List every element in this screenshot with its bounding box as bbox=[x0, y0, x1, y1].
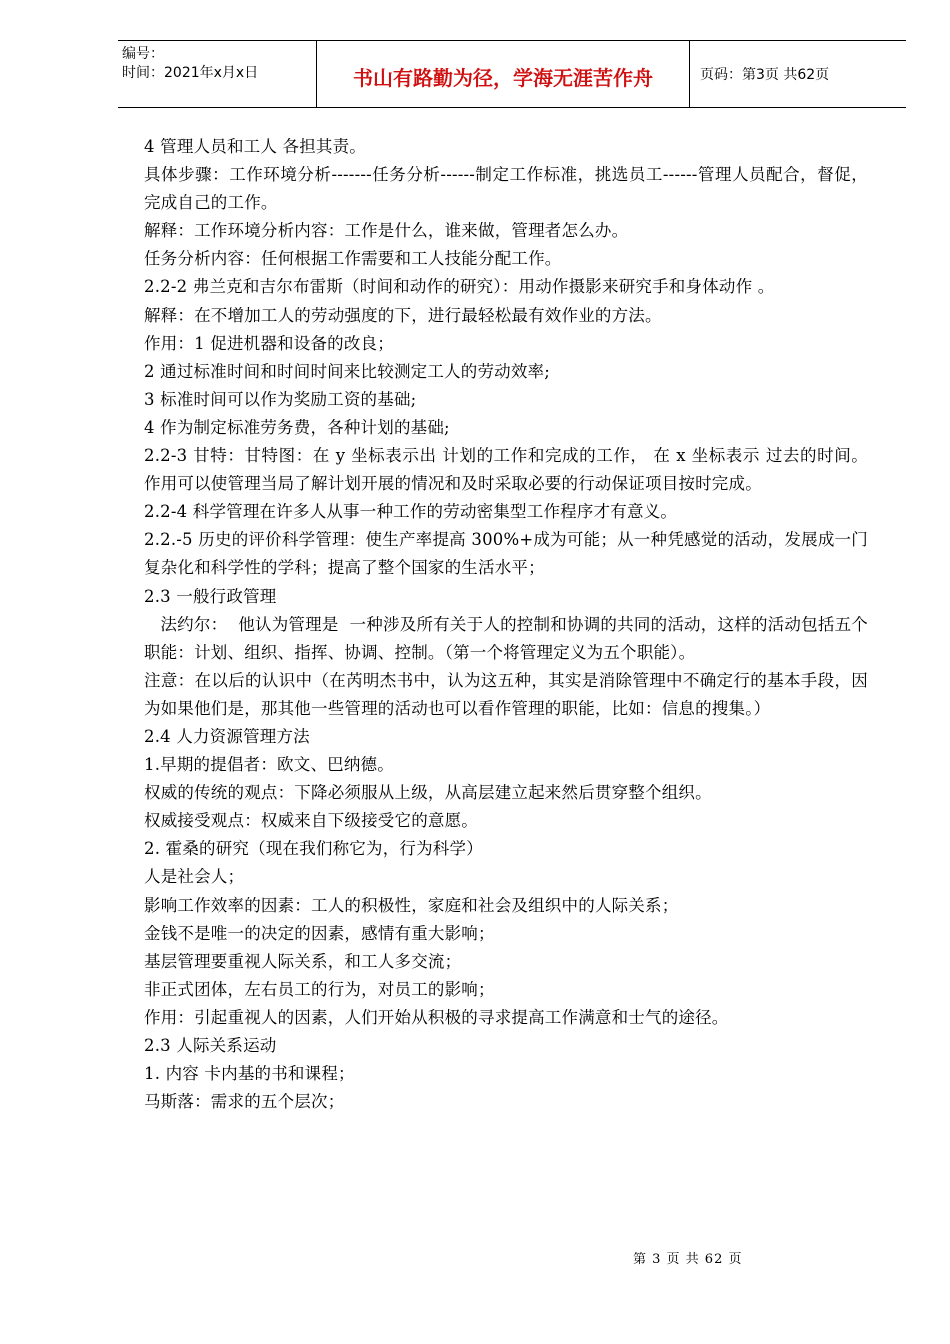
paragraph: 作用：1 促进机器和设备的改良； bbox=[144, 333, 394, 353]
paragraph: 人是社会人； bbox=[144, 867, 245, 887]
paragraph: 2. 霍桑的研究（现在我们称它为，行为科学） bbox=[144, 839, 483, 859]
header-meta bbox=[118, 41, 316, 107]
paragraph: 2.2-4 科学管理在许多人从事一种工作的劳动密集型工作程序才有意义。 bbox=[144, 502, 678, 522]
paragraph: 金钱不是唯一的决定的因素，感情有重大影响； bbox=[144, 923, 495, 943]
section-heading: 2.3 人际关系运动 bbox=[144, 1036, 277, 1055]
paragraph: 注意：在以后的认识中（在芮明杰书中，认为这五种，其实是消除管理中不确定行的基本手段，因为如果他们是，那其他一些管理的活动也可以看作管理的职能，比如：信息的搜集。） bbox=[144, 670, 868, 718]
paragraph: 作用：引起重视人的因素，人们开始从积极的寻求提高工作满意和士气的途径。 bbox=[144, 1007, 729, 1027]
paragraph: 马斯落：需求的五个层次； bbox=[144, 1092, 345, 1112]
paragraph: 权威的传统的观点：下降必须服从上级，从高层建立起来然后贯穿整个组织。 bbox=[144, 783, 712, 803]
paragraph: 2.2-2 弗兰克和吉尔布雷斯（时间和动作的研究）：用动作摄影来研究手和身体动作 。 bbox=[144, 277, 775, 297]
paragraph: 任务分析内容：任何根据工作需要和工人技能分配工作。 bbox=[144, 249, 562, 269]
paragraph: 权威接受观点：权威来自下级接受它的意愿。 bbox=[144, 811, 478, 831]
paragraph: 法约尔： 他认为管理是 一种涉及所有关于人的控制和协调的共同的活动，这样的活动包括五个职能：计划、组织、指挥、协调、控制。（第一个将管理定义为五个职能）。 bbox=[144, 614, 868, 662]
paragraph: 2.2.-5 历史的评价科学管理：使生产率提高 300%+成为可能；从一种凭感觉的活动，发展成一门复杂化和科学性的学科；提高了整个国家的生活水平； bbox=[144, 530, 868, 578]
header-page-label: 页码：第3页 共62页 bbox=[700, 67, 830, 83]
number-label: 编号： bbox=[122, 46, 164, 62]
paragraph: 具体步骤：工作环境分析-------任务分析------制定工作标准，挑选员工------管理人员配合，督促，完成自己的工作。 bbox=[144, 165, 868, 213]
paragraph: 2.2-3 甘特：甘特图：在 y 坐标表示出 计划的工作和完成的工作， 在 x 坐标表示 过去的时间。 作用可以使管理当局了解计划开展的情况和及时采取必要的行动保证项目按时完成。 bbox=[144, 446, 868, 494]
paragraph: 1. 内容 卡内基的书和课程； bbox=[144, 1064, 355, 1084]
header-motto: 书山有路勤为径，学海无涯苦作舟 bbox=[316, 41, 690, 107]
paragraph: 2 通过标准时间和时间时间来比较测定工人的劳动效率; bbox=[144, 361, 551, 381]
page-footer: 第 3 页 共 62 页 bbox=[633, 1252, 743, 1267]
time-label: 时间：2021年x月x日 bbox=[122, 65, 259, 81]
paragraph: 3 标准时间可以作为奖励工资的基础; bbox=[144, 389, 417, 409]
section-heading: 2.3 一般行政管理 bbox=[144, 586, 277, 606]
paragraph: 解释：工作环境分析内容：工作是什么，谁来做，管理者怎么办。 bbox=[144, 221, 629, 241]
paragraph: 4 管理人员和工人 各担其责。 bbox=[144, 137, 366, 156]
section-heading: 2.4 人力资源管理方法 bbox=[144, 726, 310, 746]
paragraph: 解释：在不增加工人的劳动强度的下，进行最轻松最有效作业的方法。 bbox=[144, 305, 662, 325]
paragraph: 非正式团体，左右员工的行为，对员工的影响； bbox=[144, 979, 495, 999]
document-body bbox=[144, 133, 868, 1116]
page-header bbox=[118, 40, 906, 108]
paragraph: 影响工作效率的因素：工人的积极性，家庭和社会及组织中的人际关系； bbox=[144, 895, 679, 915]
paragraph: 4 作为制定标准劳务费，各种计划的基础; bbox=[144, 417, 450, 437]
paragraph: 基层管理要重视人际关系，和工人多交流； bbox=[144, 951, 462, 971]
paragraph: 1.早期的提倡者：欧文、巴纳德。 bbox=[144, 755, 394, 775]
